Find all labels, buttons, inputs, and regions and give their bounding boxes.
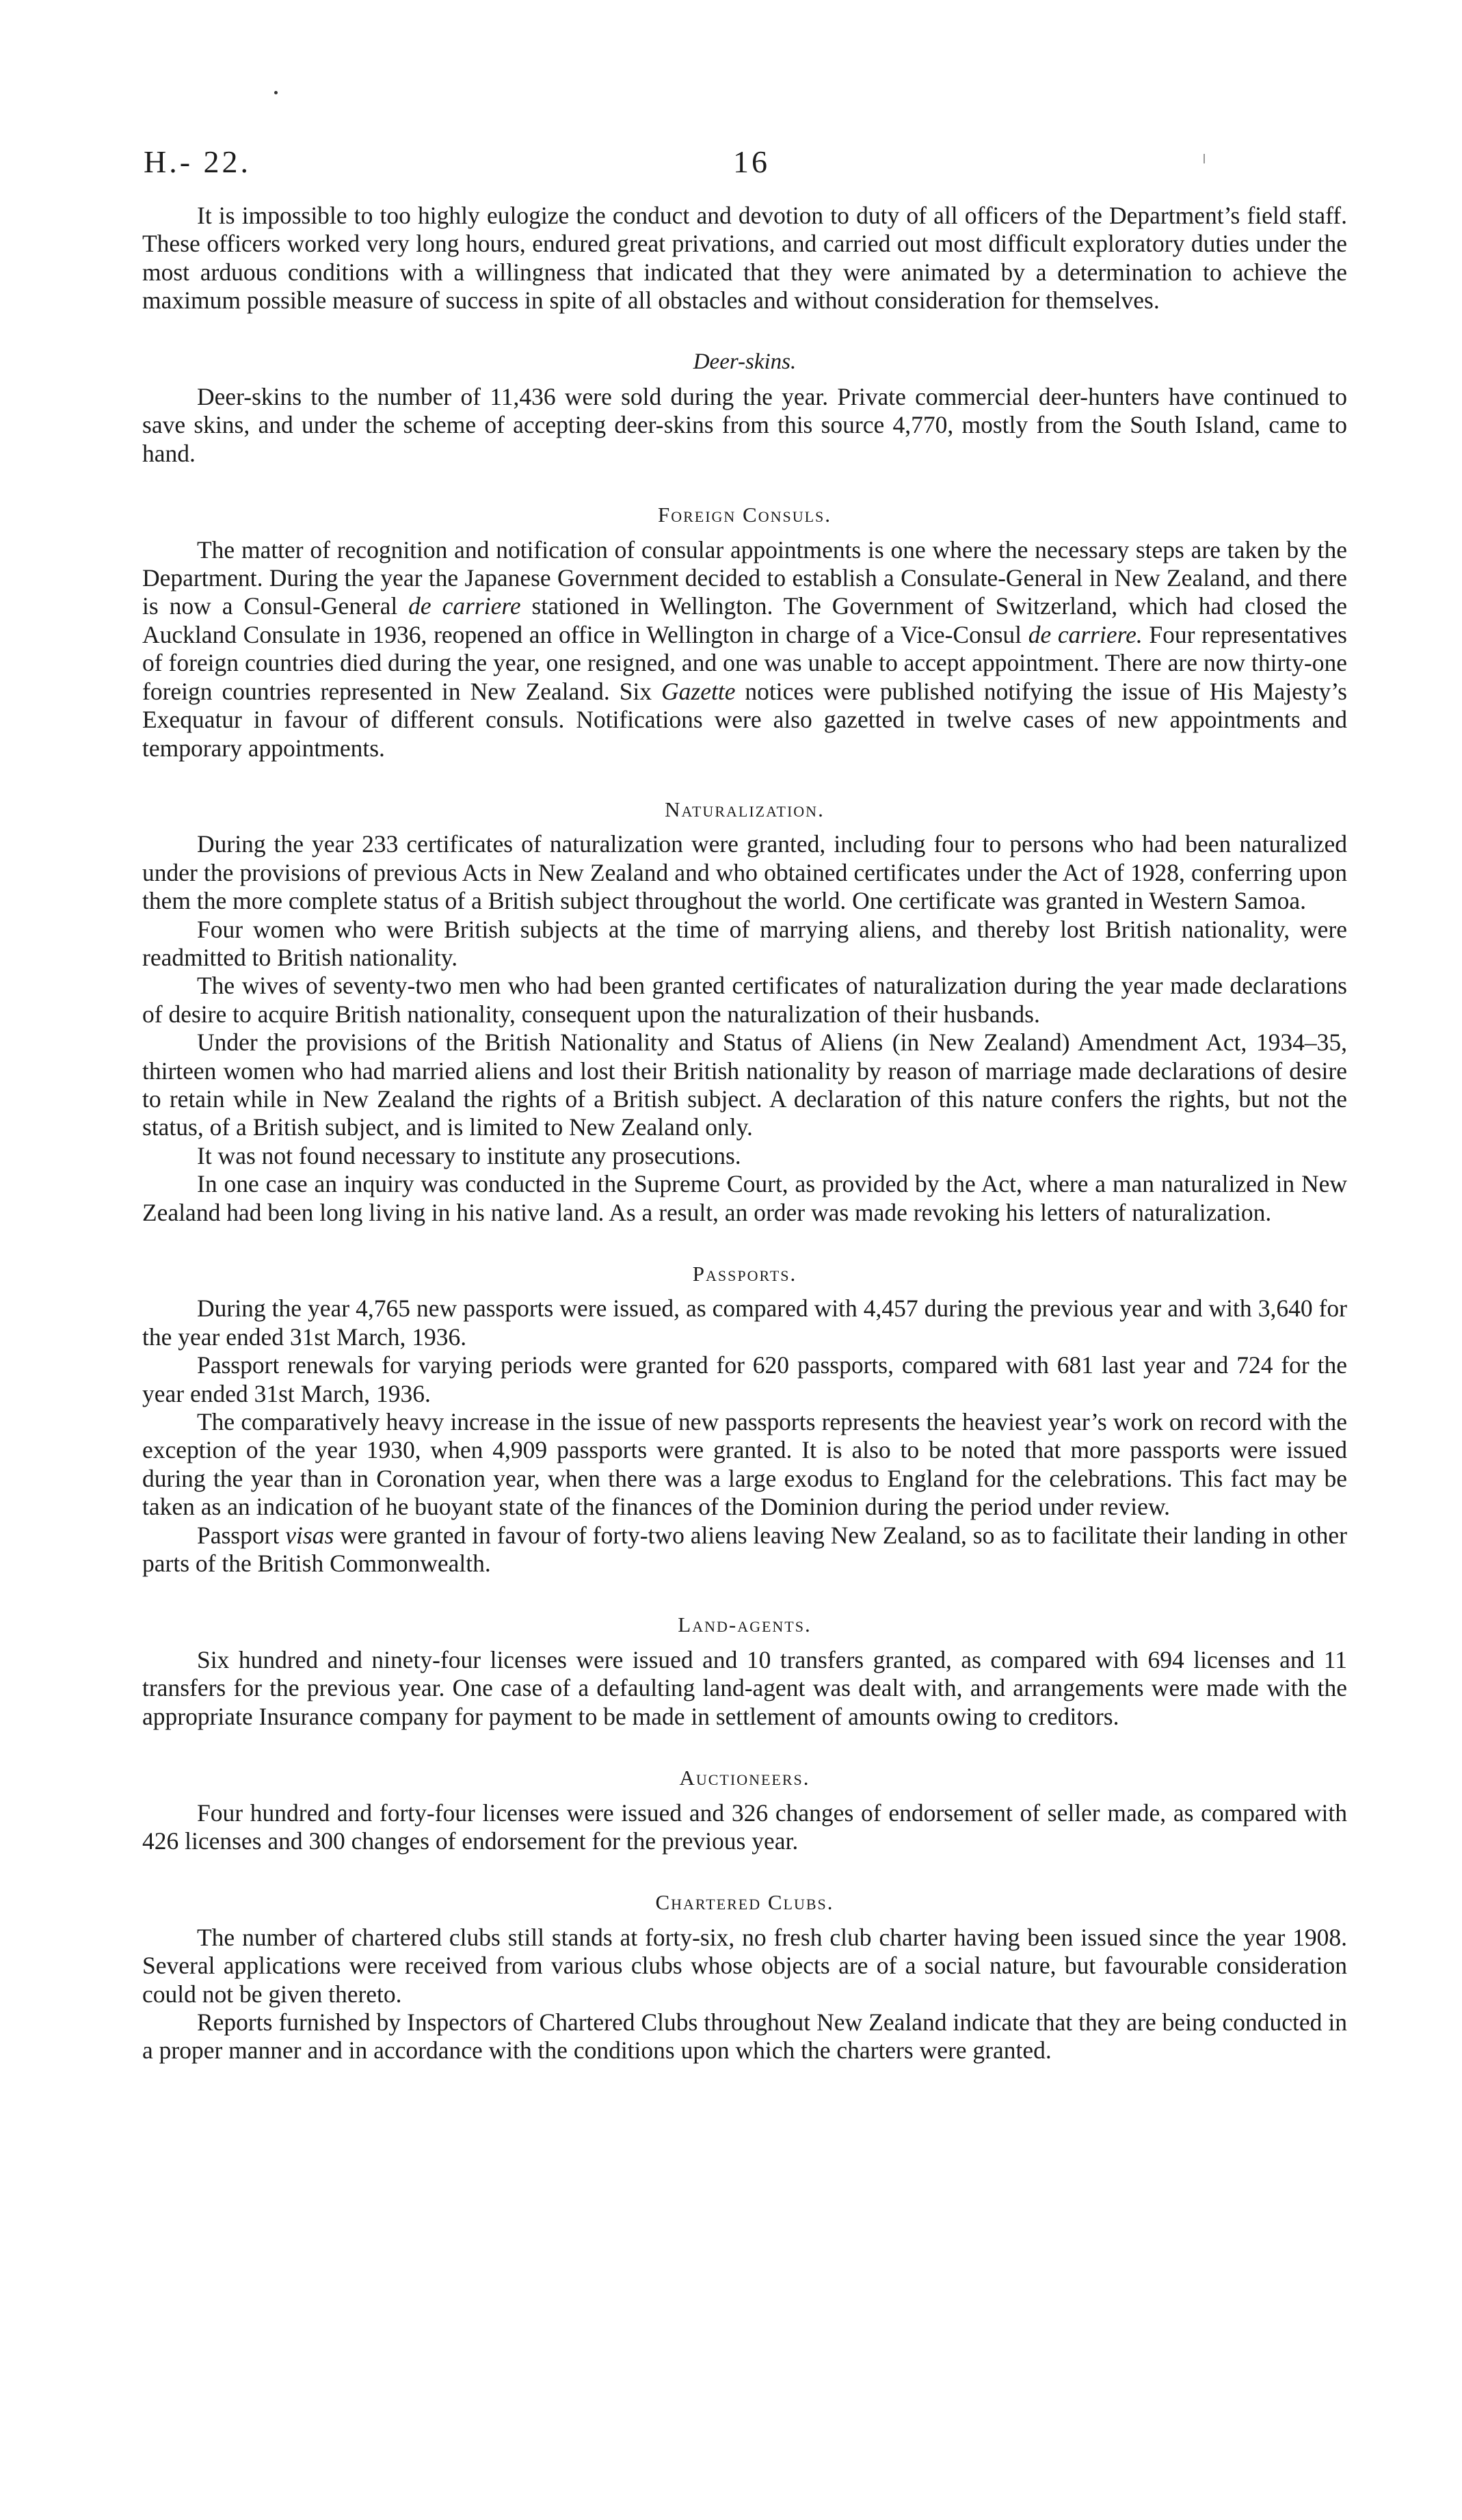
section-title-passports: Passports. [692, 1262, 797, 1286]
section-title-auctioneers: Auctioneers. [679, 1766, 810, 1790]
intro-paragraph: It is impossible to too highly eulogize the conduct and devotion to duty of all officers of the Department’s field staff. These officers worked very long hours, endured great privations, and carried out most difficult exploratory duties under the most arduous conditions with a willingness that indicated that they were animated by a determination to achieve the maximum possible measure of success in spite of all obstacles and without consideration for themselves. [142, 202, 1347, 315]
text-run: Four representatives of foreign countries died during the year, one resigned, and one was unable to accept appointment. There are now thirty-one foreign countries represented in New Zealand. Six [142, 620, 1347, 705]
chartered-clubs-paragraph: The number of chartered clubs still stands at forty-six, no fresh club charter having been issued since the year 1908. Several applications were received from various clubs whose objects are of a social nature, but favourable consideration could not be given thereto. [142, 1923, 1347, 2008]
section-title-deer-skins: Deer-skins. [693, 349, 797, 374]
naturalization-paragraph: It was not found necessary to institute any prosecutions. [197, 1141, 741, 1169]
auctioneers-paragraph: Four hundred and forty-four licenses were issued and 326 changes of endorsement of seller made, as compared with 426 licenses and 300 changes of endorsement for the previous year. [142, 1799, 1347, 1855]
italic-term: visas [285, 1521, 334, 1549]
section-title-naturalization: Naturalization. [665, 797, 825, 821]
text-run: The matter of recognition and notification of consular appointments is one where the necessary steps are taken by the Department. During the year the Japanese Government decided to establish a Consulate-General in New Zealand, and there is now a Consul-General [142, 535, 1347, 620]
page-header [144, 144, 1347, 185]
italic-term: Gazette [661, 677, 736, 705]
document-reference: H.- 22. [144, 144, 252, 179]
passports-paragraph [142, 1522, 1347, 1578]
print-speck [274, 91, 278, 94]
naturalization-paragraph: Four women who were British subjects at the time of marrying aliens, and thereby lost British nationality, were readmitted to British nationality. [142, 915, 1347, 971]
foreign-consuls-paragraph [142, 536, 1347, 762]
passports-paragraph: The comparatively heavy increase in the issue of new passports represents the heaviest year’s work on record with the exception of the year 1930, when 4,909 passports were granted. It is also to be noted that more passports were issued during the year than in Coronation year, when there was a large exodus to England for the celebrations. This fact may be taken as an indication of he buoyant state of the finances of the Dominion during the period under review. [142, 1408, 1347, 1521]
text-run: notices were published notifying the issue of His Majesty’s Exequatur in favour of different consuls. Notifications were also gazetted in twelve cases of new appointments and temporary appointments. [142, 677, 1347, 762]
italic-term: de carriere. [1028, 620, 1143, 648]
text-run: were granted in favour of forty-two aliens leaving New Zealand, so as to facilitate their landing in other parts of the British Commonwealth. [142, 1521, 1347, 1578]
passports-paragraph: During the year 4,765 new passports were issued, as compared with 4,457 during the previous year and with 3,640 for the year ended 31st March, 1936. [142, 1295, 1347, 1351]
text-run: Passport [197, 1521, 286, 1549]
naturalization-paragraph: The wives of seventy-two men who had been granted certificates of naturalization during the year made declarations of desire to acquire British nationality, consequent upon the naturalization of their husbands. [142, 972, 1347, 1028]
text-run: stationed in Wellington. The Government of Switzerland, which had closed the Auckland Consulate in 1936, reopened an office in Wellington in charge of a Vice-Consul [142, 592, 1347, 648]
section-title-chartered-clubs: Chartered Clubs. [655, 1890, 834, 1915]
naturalization-paragraph: In one case an inquiry was conducted in the Supreme Court, as provided by the Act, where a man naturalized in New Zealand had been long living in his native land. As a result, an order was made revoking his letters of naturalization. [142, 1170, 1347, 1226]
section-title-foreign-consuls: Foreign Consuls. [657, 503, 832, 527]
chartered-clubs-paragraph: Reports furnished by Inspectors of Chartered Clubs throughout New Zealand indicate that they are being conducted in a proper manner and in accordance with the conditions upon which the charters were granted. [142, 2008, 1347, 2065]
naturalization-paragraph: Under the provisions of the British Nationality and Status of Aliens (in New Zealand) Amendment Act, 1934–35, thirteen women who had married aliens and lost their British nationality by reason of marriage made declarations of desire to retain while in New Zealand the rights of a British subject. A declaration of this nature confers the rights, but not the status, of a British subject, and is limited to New Zealand only. [142, 1029, 1347, 1141]
passports-paragraph: Passport renewals for varying periods were granted for 620 passports, compared with 681 last year and 724 for the year ended 31st March, 1936. [142, 1351, 1347, 1407]
deer-skins-paragraph: Deer-skins to the number of 11,436 were sold during the year. Private commercial deer-hunters have continued to save skins, and under the scheme of accepting deer-skins from this source 4,770, mostly from the South Island, came to hand. [142, 383, 1347, 467]
page-body [142, 202, 1347, 2065]
section-title-land-agents: Land-agents. [678, 1613, 812, 1637]
land-agents-paragraph: Six hundred and ninety-four licenses were issued and 10 transfers granted, as compared with 694 licenses and 11 transfers for the previous year. One case of a defaulting land-agent was dealt with, and arrangements were made with the appropriate Insurance company for payment to be made in settlement of amounts owing to creditors. [142, 1645, 1347, 1730]
page-number: 16 [733, 144, 770, 179]
italic-term: de carriere [408, 592, 521, 620]
naturalization-paragraph: During the year 233 certificates of naturalization were granted, including four to persons who had been naturalized under the provisions of previous Acts in New Zealand and who obtained certificates under the Act of 1928, conferring upon them the more complete status of a British subject throughout the world. One certificate was granted in Western Samoa. [142, 830, 1347, 915]
